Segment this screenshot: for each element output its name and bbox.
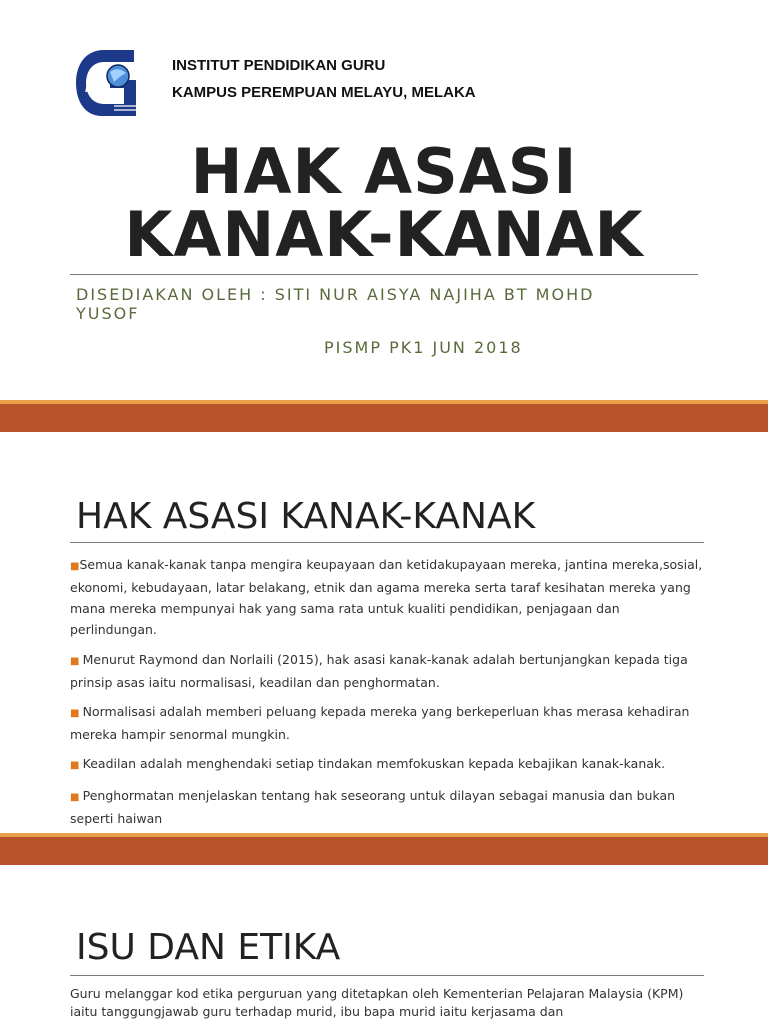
slide-isu-etika xyxy=(0,865,768,1024)
bullet-item: ■ Menurut Raymond dan Norlaili (2015), hak asasi kanak-kanak adalah bertunjangkan kepada tiga prinsip asas iaitu normalisasi, keadilan dan penghormatan. xyxy=(70,652,688,690)
bullet-item: ■ Keadilan adalah menghendaki setiap tindakan memfokuskan kepada kebajikan kanak-kanak. xyxy=(70,756,666,771)
heading-divider xyxy=(70,542,704,543)
slide-heading: HAK ASASI KANAK-KANAK xyxy=(76,496,536,537)
institute-name: INSTITUT PENDIDIKAN GURU xyxy=(172,57,386,74)
bullet-icon: ■ xyxy=(70,760,83,771)
heading-divider xyxy=(70,975,704,976)
title-line-2: KANAK-KANAK xyxy=(124,198,644,271)
institute-campus: KAMPUS PEREMPUAN MELAYU, MELAKA xyxy=(172,84,476,101)
slide-heading: ISU DAN ETIKA xyxy=(76,927,341,968)
prepared-by-line-1: DISEDIAKAN OLEH : SITI NUR AISYA NAJIHA BT MOHD xyxy=(76,285,595,304)
bullet-item: ■ Penghormatan menjelaskan tentang hak seseorang untuk dilayan sebagai manusia dan bukan seperti haiwan xyxy=(70,788,676,826)
program-label: PISMP PK1 JUN 2018 xyxy=(324,338,523,357)
slide-separator xyxy=(0,833,768,865)
bullet-icon: ■ xyxy=(70,656,83,667)
body-paragraph: Guru melanggar kod etika perguruan yang ditetapkan oleh Kementerian Pelajaran Malaysia (KPM) iaitu tanggungjawab guru terhadap murid, ibu bapa murid iaitu kerjasama dan xyxy=(70,986,684,1019)
bullet-icon: ■ xyxy=(70,792,83,803)
bullet-icon: ■ xyxy=(70,561,80,572)
prepared-by-line-2: YUSOF xyxy=(76,304,140,323)
slide-hak-asasi xyxy=(0,432,768,833)
ipg-logo xyxy=(74,46,140,120)
slide-separator xyxy=(0,400,768,432)
bullet-item: ■ Normalisasi adalah memberi peluang kepada mereka yang berkeperluan khas merasa kehadiran mereka hampir senormal mungkin. xyxy=(70,704,690,742)
title-line-1: HAK ASASI xyxy=(190,135,578,208)
slide-title xyxy=(0,0,768,400)
bullet-icon: ■ xyxy=(70,708,83,719)
logo-text: IPG xyxy=(85,80,108,95)
bullet-item: ■Semua kanak-kanak tanpa mengira keupayaan dan ketidakupayaan mereka, jantina mereka,sosial, ekonomi, kebudayaan, latar belakang, etnik dan agama mereka serta taraf kesihatan mereka yang mana mereka mempunyai hak yang sama rata untuk kualiti pendidikan, penjagaan dan perlindungan. xyxy=(70,557,703,637)
title-divider xyxy=(70,274,698,275)
